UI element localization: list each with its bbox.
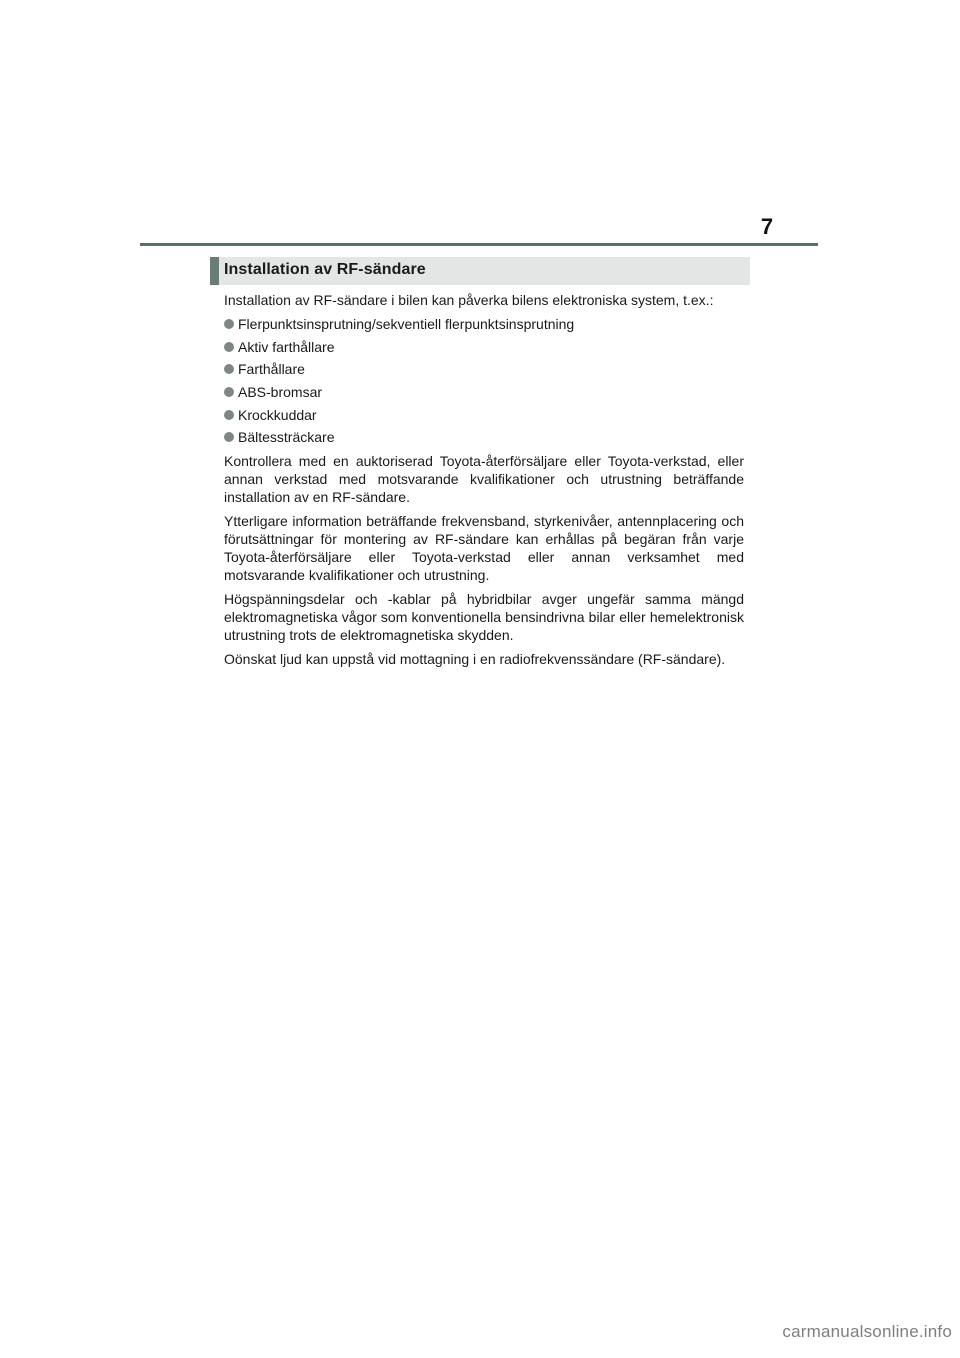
list-item-label: Flerpunktsinsprutning/sekventiell flerpunktsinsprutning <box>238 316 575 332</box>
list-item <box>224 383 744 401</box>
list-item <box>224 315 744 333</box>
affected-systems-list <box>224 315 744 446</box>
bullet-icon <box>224 387 234 397</box>
page-number: 7 <box>760 214 774 239</box>
list-item-label: Farthållare <box>238 361 305 378</box>
list-item-label: ABS-bromsar <box>238 384 323 401</box>
paragraph-further-information: Ytterligare information beträffande frekvensband, styrkenivåer, antennplacering och förutsättningar för montering av RF-sändare kan erhållas på begäran från varje Toyota-återförsäljare eller Toyota-verkstad eller annan verksamhet med motsvarande kvalifikationer och utrustning. <box>224 513 744 584</box>
paragraph-high-voltage: Högspänningsdelar och -kablar på hybridbilar avger ungefär samma mängd elektromagnetiska vågor som konventionella bensindrivna bilar eller hemelektronisk utrustning trots de elektromagnetiska skydden. <box>224 591 744 644</box>
list-item <box>224 406 744 424</box>
bullet-icon <box>224 364 234 374</box>
bullet-icon <box>224 342 234 352</box>
list-item <box>224 428 744 446</box>
paragraph-contact-dealer: Kontrollera med en auktoriserad Toyota-återförsäljare eller Toyota-verkstad, eller annan verkstad med motsvarande kvalifikationer och utrustning beträffande installation av en RF-sändare. <box>224 453 744 506</box>
bullet-icon <box>224 319 234 329</box>
section-title: Installation av RF-sändare <box>224 261 426 278</box>
bullet-icon <box>224 432 234 442</box>
intro-text: Installation av RF-sändare i bilen kan påverka bilens elektroniska system, t.ex.: <box>224 292 714 308</box>
list-item-label: Bältessträckare <box>238 429 335 446</box>
header-rule <box>140 243 818 246</box>
list-item-label: Aktiv farthållare <box>238 338 335 355</box>
watermark: carmanualsonline.info <box>782 1322 952 1341</box>
section-header-accent-bar <box>210 257 219 285</box>
paragraph-unwanted-noise: Oönskat ljud kan uppstå vid mottagning i en radiofrekvenssändare (RF-sändare). <box>224 651 726 668</box>
bullet-icon <box>224 410 234 420</box>
section-body <box>224 291 744 674</box>
section-header <box>210 257 750 285</box>
list-item <box>224 338 744 356</box>
list-item <box>224 360 744 378</box>
list-item-label: Krockkuddar <box>238 406 317 423</box>
